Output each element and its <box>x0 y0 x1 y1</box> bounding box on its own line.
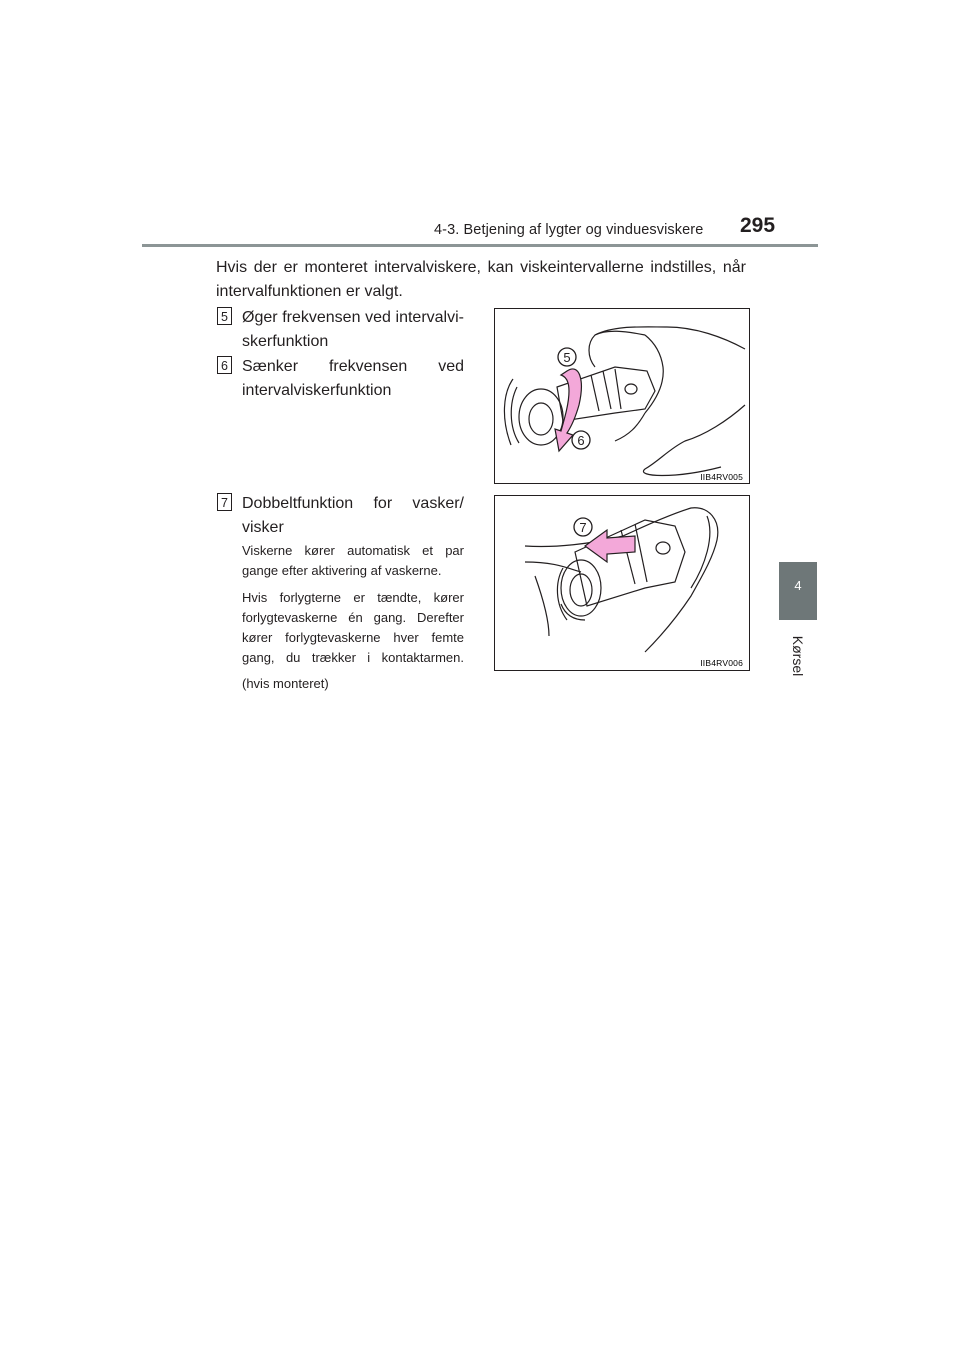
section-title: 4-3. Betjening af lygter og vinduesviskere <box>434 222 704 238</box>
chapter-label: Kørsel <box>790 635 806 677</box>
intro-paragraph: Hvis der er monteret intervalviskere, kan viskeintervallerne indstilles, når intervalfunktionen er valgt. <box>216 259 746 300</box>
wiper-lever-illustration <box>495 309 750 484</box>
page-number: 295 <box>740 214 776 237</box>
note-paragraph: Hvis forlygterne er tændte, kører forlygtevaskerne én gang. Derefter kører forlygtevaskerne hver femte gang, du trækker i kontaktarmen. <box>242 590 464 665</box>
header-divider <box>142 244 818 247</box>
callout-7 <box>574 518 592 536</box>
item-text: Sænker frekvensen ved intervalviskerfunktion <box>242 358 464 399</box>
item-number-badge: 7 <box>217 493 232 511</box>
svg-text:6: 6 <box>577 433 585 448</box>
figure-washer-wiper <box>494 495 750 671</box>
figure-code: IIB4RV006 <box>700 658 743 668</box>
note-optional: (hvis monteret) <box>242 676 329 691</box>
callout-5 <box>558 348 576 366</box>
item-number-badge: 5 <box>217 307 232 325</box>
figure-code: IIB4RV005 <box>700 472 743 482</box>
svg-text:7: 7 <box>579 520 587 535</box>
svg-text:5: 5 <box>563 350 571 365</box>
item-number-badge: 6 <box>217 356 232 374</box>
washer-lever-illustration <box>495 496 750 671</box>
callout-6 <box>572 431 590 449</box>
item-text: Øger frekvensen ved intervalviskerfunktion <box>242 309 464 350</box>
figure-wiper-interval <box>494 308 750 484</box>
note-paragraph: Viskerne kører automatisk et par gange efter aktivering af vaskerne. <box>242 543 464 578</box>
item-text: Dobbeltfunktion for vasker/ visker <box>242 495 464 536</box>
chapter-number: 4 <box>794 578 802 593</box>
